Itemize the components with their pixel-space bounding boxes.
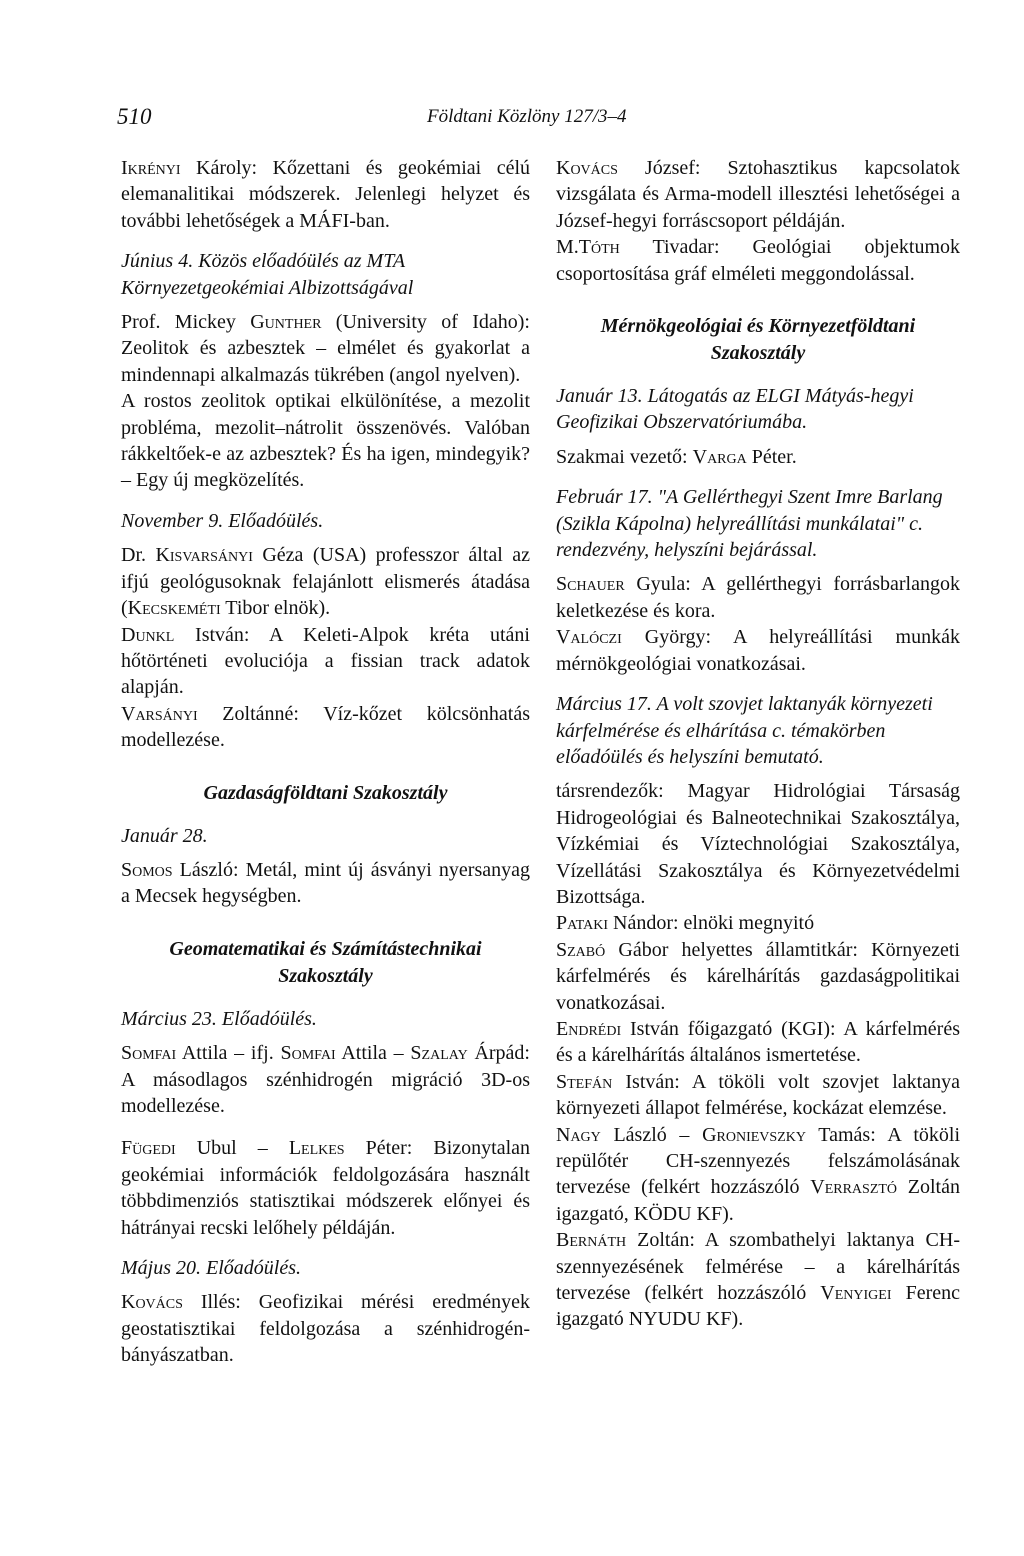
entry-somfai: Somfai Attila – ifj. Somfai Attila – Szalay Árpád: A másodlagos szénhidrogén migráció 3D-os modellezése.	[121, 1042, 530, 1117]
entry-varsanyi: Varsányi Zoltánné: Víz-kőzet kölcsönhatás modellezése.	[121, 702, 530, 752]
entry-somos: Somos László: Metál, mint új ásványi nyersanyag a Mecsek hegységben.	[121, 858, 530, 908]
meeting-date: Március 23. Előadóülés.	[121, 1007, 317, 1030]
section-title: Geomatematikai és Számítástechnikai Szakosztály	[169, 937, 482, 987]
section-title: Mérnökgeológiai és Környezetföldtani Szakosztály	[600, 315, 916, 365]
entry-kisvarsanyi: Dr. Kisvarsányi Géza (USA) professzor által az ifjú geológusoknak felajánlott elismerés átadása (Kecskeméti Tibor elnök).	[121, 544, 530, 620]
meeting-date: Január 13. Látogatás az ELGI Mátyás-hegyi Geofizikai Obszervatóriumába.	[556, 385, 914, 434]
meeting-date: Május 20. Előadóülés.	[121, 1257, 301, 1279]
meeting-date: November 9. Előadóülés.	[121, 509, 324, 532]
entry-bernath: Bernáth Zoltán: A szombathelyi laktanya CH-szennyezésének felmérése – a kárelhárítás tervezése (felkért hozzászóló Venyigei Ferenc igazgató NYUDU KF).	[556, 1229, 960, 1331]
entry-kovacs-jozsef: Kovács József: Sztohasztikus kapcsolatok vizsgálata és Arma-modell illesztési lehetőségei a József-hegyi forráscsoport példáján.	[556, 157, 960, 232]
entry-varga: Szakmai vezető: Varga Péter.	[556, 445, 797, 468]
right-column	[556, 155, 960, 1333]
entry-kovacs-illes: Kovács Illés: Geofizikai mérési eredmények geostatisztikai feldolgozása a szénhidrogén-bányászatban.	[121, 1291, 530, 1367]
entry-pataki: Pataki Nándor: elnöki megnyitó	[556, 912, 815, 935]
section-title: Gazdaságföldtani Szakosztály	[203, 781, 448, 804]
entry-stefan: Stefán István: A tököli volt szovjet laktanya környezeti állapot felmérése, kockázat elemzése.	[556, 1070, 960, 1120]
entry-schauer: Schauer Gyula: A gellérthegyi forrásbarlangok keletkezése és kora.	[556, 573, 960, 622]
meeting-date: Június 4. Közös előadóülés az MTA Környezetgeokémiai Albizottságával	[121, 250, 414, 299]
entry-toth: M.Tóth Tivadar: Geológiai objektumok csoportosítása gráf elméleti meggondolással.	[556, 236, 960, 285]
page-header	[117, 104, 957, 134]
meeting-date: Március 17. A volt szovjet laktanyák környezeti kárfelmérése és elhárítása c. témakörben előadóülés és helyszíni bemutató.	[556, 693, 933, 768]
entry-fugedi: Fügedi Ubul – Lelkes Péter: Bizonytalan geokémiai információk feldolgozására használt többdimenziós statisztikai módszerek előnyei és hátrányai recski lelőhely példáján.	[121, 1137, 531, 1239]
abstract-text: A rostos zeolitok optikai elkülönítése, a mezolit probléma, mezolit–nátrolit összenövés. Valóban rákkeltőek-e az azbesztek? És ha igen, mindegyik? – Egy új megközelítés.	[121, 390, 530, 492]
journal-title: Földtani Közlöny 127/3–4	[427, 106, 627, 127]
meeting-date: Február 17. "A Gellérthegyi Szent Imre Barlang (Szikla Kápolna) helyreállítási munkálatai" c. rendezvény, helyszíni bejárással.	[556, 486, 943, 562]
entry-dunkl: Dunkl István: A Keleti-Alpok kréta utáni hőtörténeti evoluciója a fissian track adatok alapján.	[121, 623, 530, 699]
entry-nagy: Nagy László – Gronievszky Tamás: A tököli repülőtér CH-szennyezés felszámolásának tervezése (felkért hozzászóló Verrasztó Zoltán igazgató, KÖDU KF).	[556, 1123, 961, 1225]
entry-ikrenyi: Ikrényi Károly: Kőzettani és geokémiai célú elemanalitikai módszerek. Jelenlegi helyzet és további lehetőségek a MÁFI-ban.	[121, 157, 530, 232]
meeting-date: Január 28.	[121, 824, 208, 847]
left-column	[121, 155, 530, 1375]
entry-szabo: Szabó Gábor helyettes államtitkár: Környezeti kárfelmérés és kárelhárítás gazdaságpolitikai vonatkozásai.	[556, 938, 960, 1014]
page-number: 510	[117, 104, 152, 129]
entry-valoczi: Valóczi György: A helyreállítási munkák mérnökgeológiai vonatkozásai.	[556, 626, 960, 675]
co-organizers: társrendezők: Magyar Hidrológiai Társaság Hidrogeológiai és Balneotechnikai Szakosztálya, Vízkémiai és Víztechnológiai Szakosztálya, Vízellátási Szakosztálya és Környezetvédelmi Bizottsága.	[556, 780, 960, 908]
entry-gunther: Prof. Mickey Gunther (University of Idaho): Zeolitok és azbesztek – elmélet és gyakorlat a mindennapi alkalmazás tükrében (angol nyelven).	[121, 311, 530, 386]
entry-endredi: Endrédi István főigazgató (KGI): A kárfelmérés és a kárelhárítás általános ismertetése.	[556, 1017, 960, 1067]
